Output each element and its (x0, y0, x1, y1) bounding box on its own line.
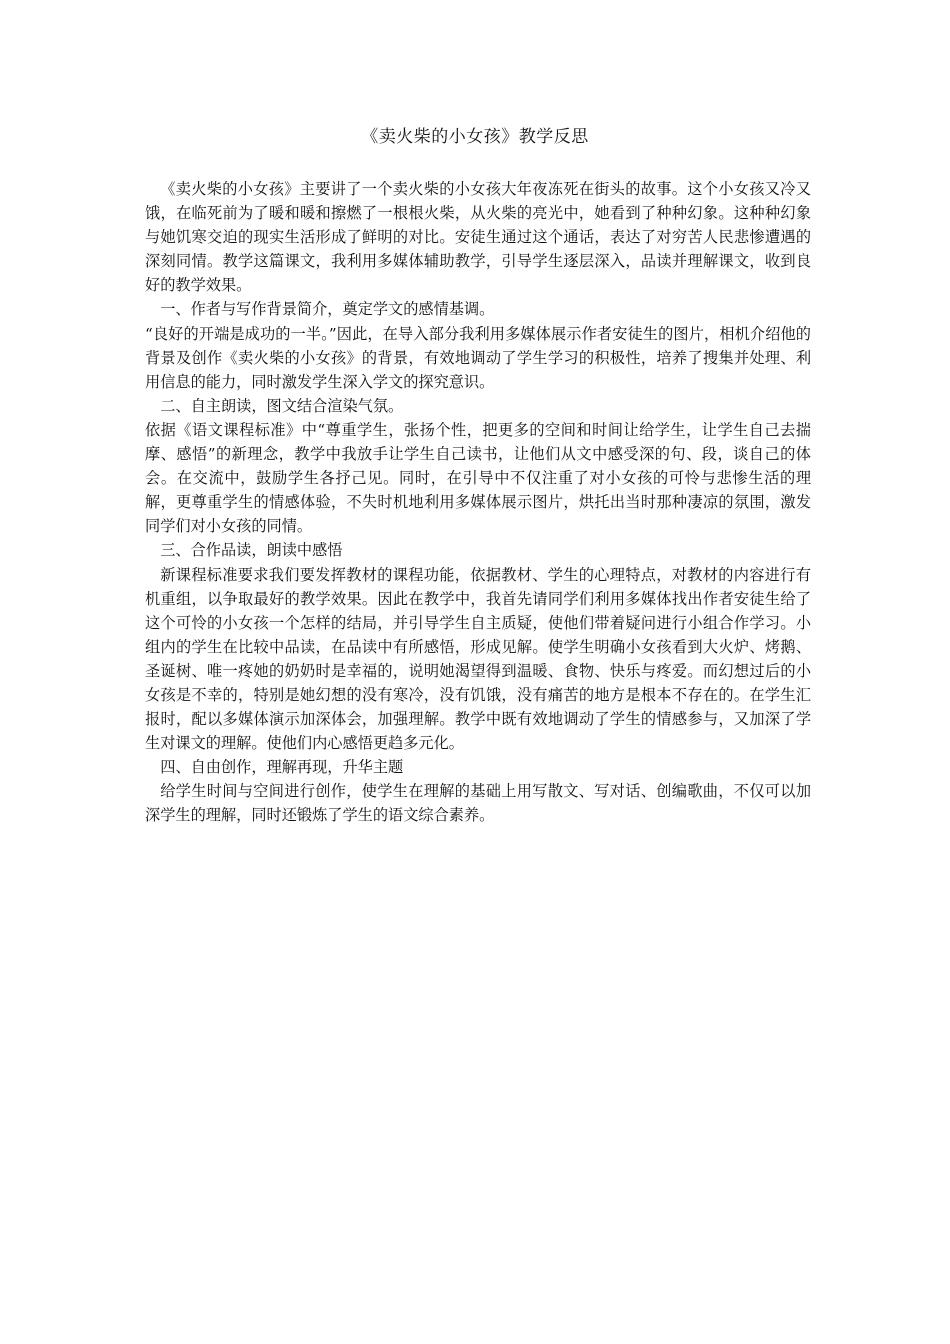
paragraph-section-3: 新课程标准要求我们要发挥教材的课程功能，依据教材、学生的心理特点，对教材的内容进行有机重组，以争取最好的教学效果。因此在教学中，我首先请同学们利用多媒体找出作者安徒生给了这个可怜的小女孩一个怎样的结局，并引导学生自主质疑，使他们带着疑问进行小组合作学习。小组内的学生在比较中品读，在品读中有所感悟，形成见解。使学生明确小女孩看到大火炉、烤鹅、圣诞树、唯一疼她的奶奶时是幸福的，说明她渴望得到温暖、食物、快乐与疼爱。而幻想过后的小女孩是不幸的，特别是她幻想的没有寒冷，没有饥饿，没有痛苦的地方是根本不存在的。在学生汇报时，配以多媒体演示加深体会，加强理解。教学中既有效地调动了学生的情感参与，又加深了学生对课文的理解。使他们内心感悟更趋多元化。 (145, 565, 811, 753)
document-title: 《卖火柴的小女孩》教学反思 (361, 127, 589, 147)
paragraph-section-1: “良好的开端是成功的一半。”因此，在导入部分我利用多媒体展示作者安徒生的图片，相机介绍他的背景及创作《卖火柴的小女孩》的背景，有效地调动了学生学习的积极性，培养了搜集并处理、利用信息的能力，同时激发学生深入学文的探究意识。 (145, 324, 811, 391)
section-heading-3: 三、合作品读，朗读中感悟 (160, 541, 343, 560)
paragraph-section-4: 给学生时间与空间进行创作，使学生在理解的基础上用写散文、写对话、创编歌曲，不仅可以加深学生的理解，同时还锻炼了学生的语文综合素养。 (145, 782, 811, 825)
section-heading-4: 四、自由创作，理解再现，升华主题 (160, 758, 404, 777)
section-heading-1: 一、作者与写作背景简介，奠定学文的感情基调。 (160, 300, 495, 319)
document-body (145, 177, 811, 828)
paragraph-intro: 《卖火柴的小女孩》主要讲了一个卖火柴的小女孩大年夜冻死在街头的故事。这个小女孩又冷又饿，在临死前为了暖和暖和擦燃了一根根火柴，从火柴的亮光中，她看到了种种幻象。这种种幻象与她饥寒交迫的现实生活形成了鲜明的对比。安徒生通过这个通话，表达了对穷苦人民悲惨遭遇的深刻同情。教学这篇课文，我利用多媒体辅助教学，引导学生逐层深入，品读并理解课文，收到良好的教学效果。 (145, 180, 811, 295)
paragraph-section-2: 依据《语文课程标准》中“尊重学生，张扬个性，把更多的空间和时间让给学生，让学生自己去揣摩、感悟”的新理念，教学中我放手让学生自己读书，让他们从文中感受深的句、段，谈自己的体会。在交流中，鼓励学生各抒己见。同时，在引导中不仅注重了对小女孩的可怜与悲惨生活的理解，更尊重学生的情感体验，不失时机地利用多媒体展示图片，烘托出当时那种凄凉的氛围，激发同学们对小女孩的同情。 (145, 420, 811, 536)
section-heading-2: 二、自主朗读，图文结合渲染气氛。 (160, 396, 404, 415)
